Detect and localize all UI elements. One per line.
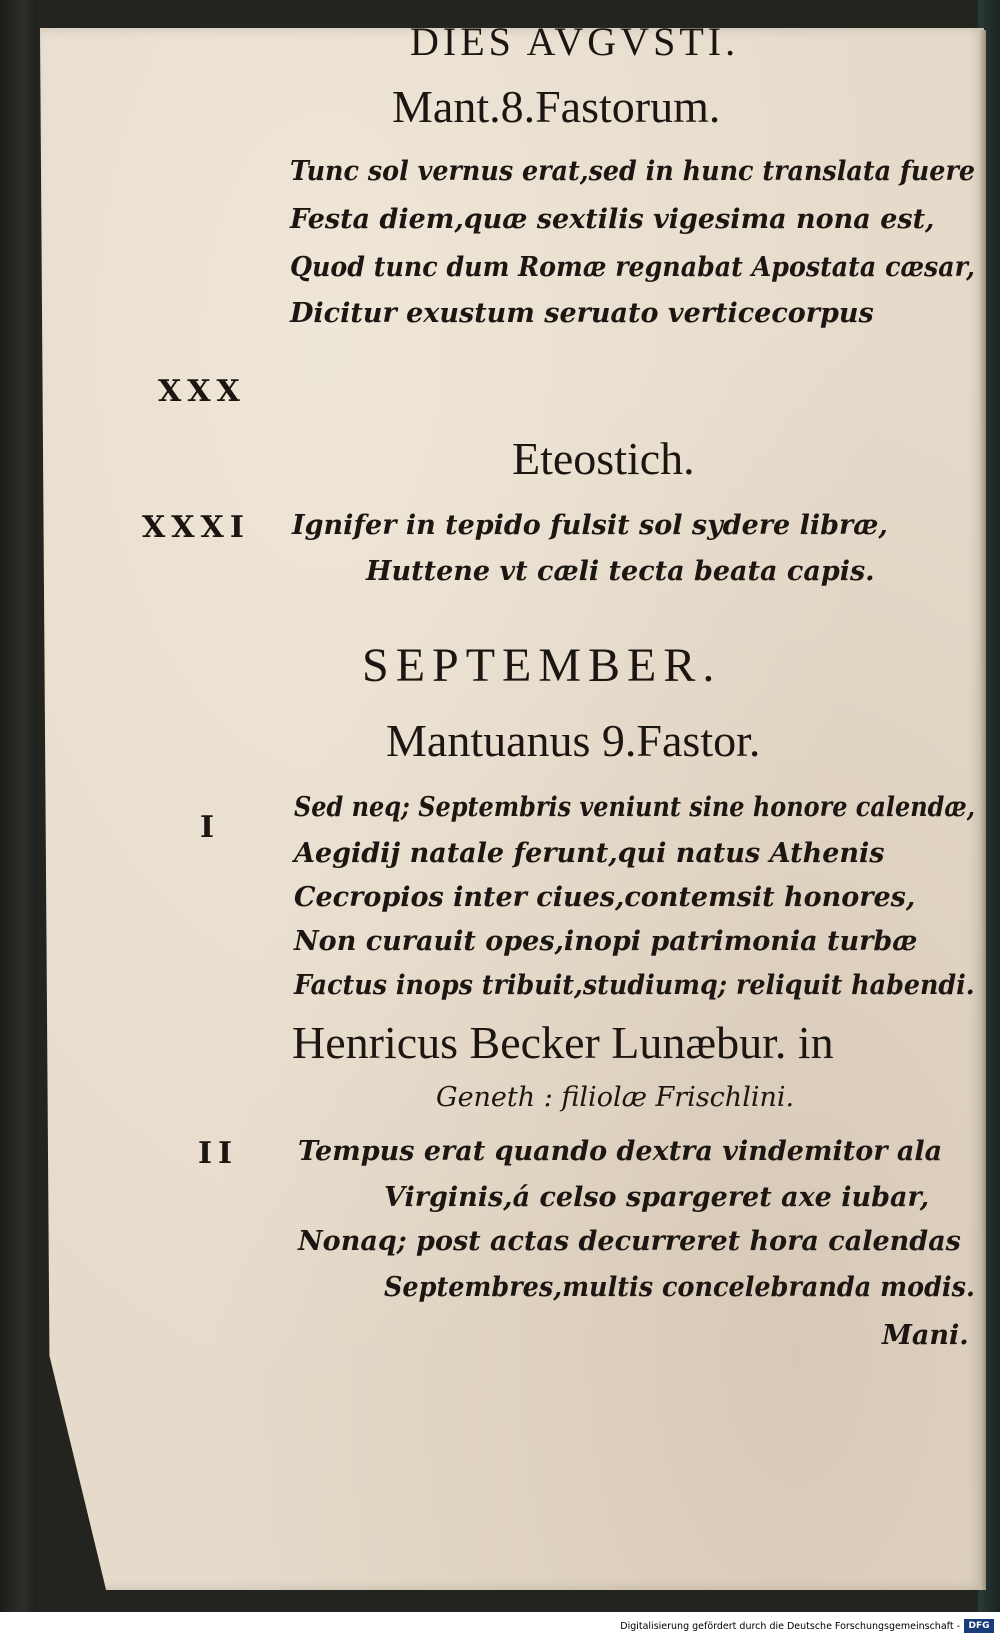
- book-spine-left: [0, 0, 38, 1612]
- page-edge: [980, 30, 986, 1590]
- section1-line-4: Dicitur exustum seruato verticecorpus: [290, 298, 874, 329]
- digitization-credit: Digitalisierung gefördert durch die Deutsche Forschungsgemeinschaft -: [620, 1621, 960, 1632]
- day-numeral-xxxi: XXXI: [142, 510, 250, 545]
- catchword: Mani.: [882, 1320, 969, 1351]
- dfg-logo: DFG: [964, 1619, 994, 1633]
- section1-line-2: Festa diem,quæ sextilis vigesima nona est,: [290, 204, 935, 235]
- section1-line-3: Quod tunc dum Romæ regnabat Apostata cæsar,: [290, 252, 975, 283]
- section3-line-2: Aegidij natale ferunt,qui natus Athenis: [294, 838, 885, 869]
- section3-line-3: Cecropios inter ciues,contemsit honores,: [294, 882, 916, 913]
- section2-heading: Eteostich.: [512, 433, 695, 484]
- day-numeral-xxx: XXX: [158, 374, 246, 409]
- section3-line-5: Factus inops tribuit,studiumq; reliquit habendi.: [294, 970, 975, 1001]
- running-head: DIES AVGVSTI.: [410, 19, 740, 64]
- section2-line-2: Huttene vt cæli tecta beata capis.: [366, 556, 875, 587]
- section4-heading: Henricus Becker Lunæbur. in: [292, 1017, 834, 1068]
- day-numeral-ii: II: [198, 1136, 239, 1171]
- section1-heading: Mant.8.Fastorum.: [392, 81, 721, 132]
- section4-line-2: Virginis,á celso spargeret axe iubar,: [384, 1182, 930, 1213]
- section2-line-1: Ignifer in tepido fulsit sol sydere libræ,: [292, 510, 888, 541]
- section1-line-1: Tunc sol vernus erat,sed in hunc translata fuere: [290, 156, 976, 187]
- section3-line-1: Sed neq; Septembris veniunt sine honore calendæ,: [294, 792, 976, 823]
- month-title: SEPTEMBER.: [362, 639, 722, 692]
- section4-line-4: Septembres,multis concelebranda modis.: [384, 1272, 975, 1303]
- day-numeral-i: I: [200, 810, 221, 845]
- section3-line-4: Non curauit opes,inopi patrimonia turbæ: [294, 926, 918, 957]
- section4-subheading: Geneth : filiolæ Frischlini.: [436, 1082, 795, 1113]
- section4-line-1: Tempus erat quando dextra vindemitor ala: [298, 1136, 943, 1167]
- section3-heading: Mantuanus 9.Fastor.: [386, 715, 761, 766]
- section4-line-3: Nonaq; post actas decurreret hora calendas: [298, 1226, 961, 1257]
